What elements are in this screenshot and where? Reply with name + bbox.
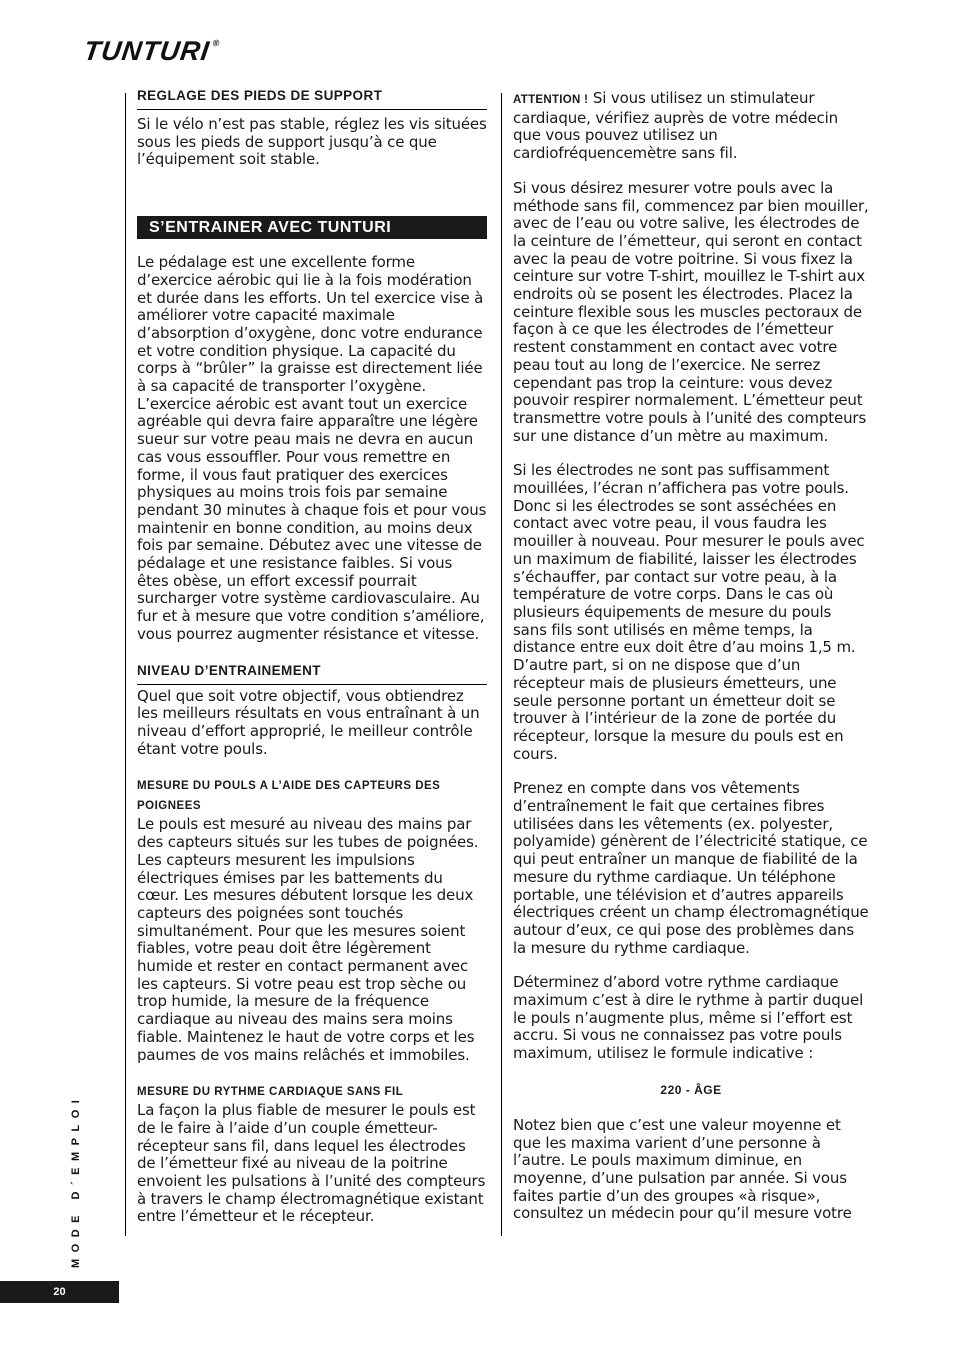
attention-label: ATTENTION ! <box>513 94 589 106</box>
paragraph-wireless-method: Si vous désirez mesurer votre pouls avec la méthode sans fil, commencez par bien mouiller, avec de l’eau ou votre salive, les électrodes de la ceinture de l’émetteur, qui seront en contact avec la peau de votre poitrine. Si vous fixez la ceinture sur votre T-shirt, mouillez le T-shirt aux endroits où se posent les électrodes. Placez la ceinture flexible sous les muscles pectoraux de façon à ce que les électrodes de l’émetteur restent constamment en contact avec votre peau tout au long de l’exercice. Ne serrez cependant pas trop la ceinture: vous devez pouvoir respirer normalement. L’émetteur peut transmettre votre pouls à l’unité des compteurs sur une distance d’un mètre au maximum. <box>513 178 869 445</box>
formula-max-heart-rate: 220 - ÂGE <box>660 1082 722 1097</box>
registered-mark: ® <box>211 38 222 48</box>
tunturi-logo <box>82 36 221 67</box>
paragraph-clothing: Prenez en compte dans vos vêtements d’entraînement le fait que certaines fibres utilisées dans les vêtements (ex. polyester, polyamide) génèrent de l’électricité statique, ce qui peut entraîner un manque de fiabilité de la mesure du rythme cardiaque. Un téléphone portable, une télévision et d’autres appareils électriques créent un champ électromagnétique autour d’eux, ce qui pose des problèmes dans la mesure du rythme cardiaque. <box>513 779 869 957</box>
left-column-divider <box>125 93 126 1236</box>
left-column <box>137 88 487 1226</box>
right-column <box>513 88 869 1223</box>
paragraph-feet: Si le vélo n’est pas stable, réglez les vis situées sous les pieds de support jusqu’à ce que l’équipement soit stable. <box>137 115 487 169</box>
section-banner-training: S’ENTRAINER AVEC TUNTURI <box>137 216 487 239</box>
paragraph-attention <box>513 90 869 163</box>
paragraph-average-value: Notez bien que c’est une valeur moyenne et que les maxima varient d’une personne à l’autre. Le pouls maximum diminue, en moyenne, d’une pulsation par année. Si vous faites partie d’un des groupes «à risque», consultez un médecin pour qu’il mesure votre <box>513 1115 852 1223</box>
heading-training-level: NIVEAU D’ENTRAINEMENT <box>137 662 321 678</box>
section-heading-feet <box>137 88 487 110</box>
paragraph-max-heart-rate: Déterminez d’abord votre rythme cardiaque maximum c’est à dire le rythme à partir duquel le pouls n’augmente plus, même si l’effort est accru. Si vous ne connaissez pas votre pouls maximum, utilisez le formule indicative : <box>513 973 864 1063</box>
paragraph-training: Le pédalage est une excellente forme d’exercice aérobic qui lie à la fois modération et durée dans les efforts. Un tel exercice vise à améliorer votre capacité maximale d’absorption d’oxygène, donc votre endurance et votre condition physique. La capacité du corps à “brûler” la graisse est directement liée à sa capacité de transporter l’oxygène. L’exercice aérobic est avant tout un exercice agréable qui devra faire apparaître une légère sueur sur votre peau mais ne devra en aucun cas vous essouffler. Pour vous remettre en forme, il vous faut pratiquer des exercices physiques au moins trois fois par semaine pendant 30 minutes à chaque fois et pour vous maintenir en bonne condition, au moins deux fois par semaine. Débutez avec une vitesse de pédalage et une resistance faibles. Si vous êtes obèse, un effort excessif pourrait surcharger votre système cardiovasculaire. Au fur et à mesure que votre condition s’améliore, vous pourrez augmenter résistance et vitesse. <box>137 253 487 643</box>
center-column-divider <box>501 93 502 1236</box>
paragraph-grip-sensors: Le pouls est mesuré au niveau des mains par des capteurs situés sur les tubes de poignées. Les capteurs mesurent les impulsions électriques émises par les battements du cœur. Les mesures débutent lorsque les deux capteurs des poignées sont touchés simultanément. Pour que les mesures soient fiables, votre peau doit être légèrement humide et rester en contact permanent avec les capteurs. Si votre peau est trop sèche ou trop humide, la mesure de la fréquence cardiaque au niveau des mains sera moins fiable. Maintenez le haut de votre corps et les paumes de vos mains relâchés et immobiles. <box>137 815 479 1064</box>
side-label-user-manual: MODE D´EMPLOI <box>70 1093 82 1268</box>
attention-text: Si vous utilisez un stimulateur cardiaque, vérifiez auprès de votre médecin que vous pouvez utilisez un cardiofréquencemètre sans fil. <box>513 89 838 163</box>
heading-feet-adjustment: REGLAGE DES PIEDS DE SUPPORT <box>137 88 383 103</box>
heading-grip-sensors: MESURE DU POULS A L’AIDE DES CAPTEURS DES POIGNEES <box>137 780 441 813</box>
heading-wireless: MESURE DU RYTHME CARDIAQUE SANS FIL <box>137 1086 404 1099</box>
paragraph-electrodes: Si les électrodes ne sont pas suffisamment mouillées, l’écran n’affichera pas votre pouls. Donc si les électrodes se sont asséchées en contact avec votre peau, il vous faudra les mouiller à nouveau. Pour mesurer le pouls avec un maximum de fiabilité, laisser les électrodes s’échauffer, par contact sur votre peau, à la température de votre corps. Dans le cas où plusieurs équipements de mesure du pouls sans fils sont utilisés en même temps, la distance entre eux doit être d’au moins 1,5 m. D’autre part, si on ne dispose que d’un récepteur mais de plusieurs émetteurs, une seule personne portant un émetteur doit se trouver à l’intérieur de la zone de portée du récepteur, lorsque la mesure du pouls est en cours. <box>513 461 865 763</box>
paragraph-level: Quel que soit votre objectif, vous obtiendrez les meilleurs résultats en vous entraînant à un niveau d’effort approprié, le meilleur contrôle étant votre pouls. <box>137 686 480 758</box>
logo-text: TUNTURI <box>81 36 212 66</box>
paragraph-wireless: La façon la plus fiable de mesurer le pouls est de le faire à l’aide d’un couple émetteur-récepteur sans fil, dans lequel les électrodes de l’émetteur fixé au niveau de la poitrine envoient les pulsations à l’unité des compteurs à travers le champ électromagnétique existant entre l’émetteur et le récepteur. <box>137 1101 486 1226</box>
page-number: 20 <box>0 1281 119 1303</box>
section-heading-level <box>137 663 487 685</box>
